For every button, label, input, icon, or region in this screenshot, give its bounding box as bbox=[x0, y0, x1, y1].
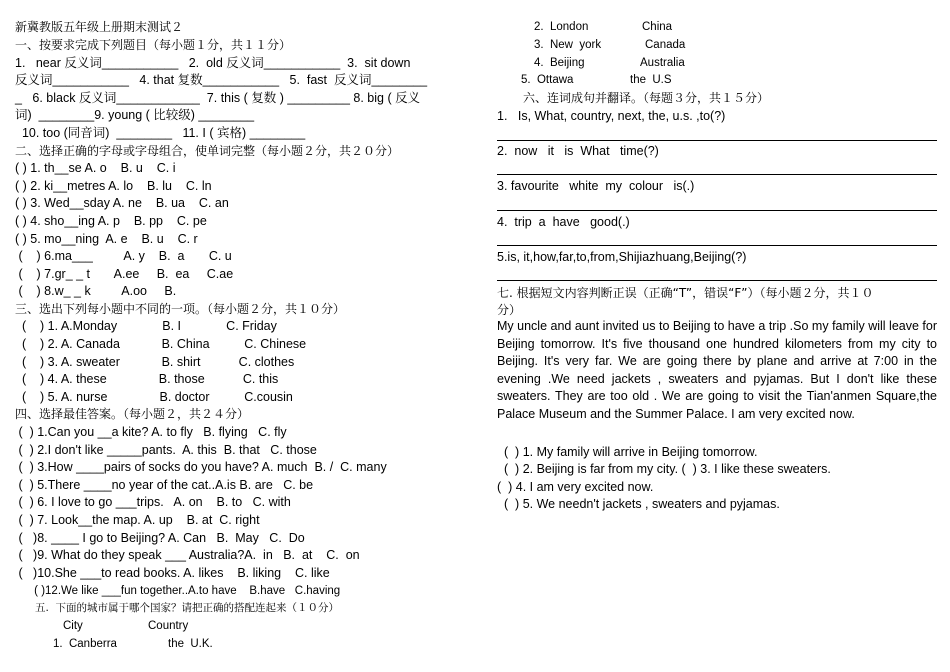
s2-item: ( ) 2. ki__metres A. lo B. lu C. ln bbox=[15, 179, 212, 193]
s1-line-1: 1. near 反义词___________ 2. old 反义词___________ 3. sit down bbox=[15, 56, 411, 70]
s4-item-12: ( )12.We like ___fun together..A.to have B.have C.having bbox=[15, 585, 341, 597]
s4-item: ( ) 7. Look__the map. A. up B. at C. right bbox=[15, 513, 260, 527]
section-5-heading: 五. 下面的城市属于哪个国家？请把正确的搭配连起来（１０分） bbox=[15, 602, 340, 614]
s4-item: ( ) 5.There ____no year of the cat..A.is B. are C. be bbox=[15, 478, 314, 492]
s2-item: ( ) 4. sho__ing A. p B. pp C. pe bbox=[15, 214, 207, 228]
s7-question: ( ) 5. We needn't jackets , sweaters and pyjamas. bbox=[497, 497, 780, 511]
s1-line-5: 10. too (同音词) ________ 11. I ( 宾格) ________ bbox=[15, 126, 306, 140]
s3-item: ( ) 5. A. nurse B. doctor C.cousin bbox=[15, 390, 293, 404]
s6-item: 5.is, it,how,far,to,from,Shijiazhuang,Beijing(?) bbox=[497, 250, 747, 264]
s7-question: ( ) 4. I am very excited now. bbox=[497, 480, 654, 494]
section-4-heading: 四、选择最佳答案。（每小题２，共２４分） bbox=[15, 407, 250, 421]
match-country: China bbox=[642, 21, 673, 33]
s6-item: 3. favourite white my colour is(.) bbox=[497, 179, 695, 193]
match-country: the U.S bbox=[630, 74, 672, 86]
match-city: 1. Canberra bbox=[53, 638, 117, 650]
s3-item: ( ) 4. A. these B. those C. this bbox=[15, 372, 279, 386]
s2-item: ( ) 6.ma___ A. y B. a C. u bbox=[15, 249, 232, 263]
section-7-heading: 七. 根据短文内容判断正误（正确“T”，错误“F”）（每小题２分，共１０ bbox=[497, 286, 874, 300]
match-country: Canada bbox=[645, 39, 686, 51]
s7-question: ( ) 1. My family will arrive in Beijing tomorrow. bbox=[497, 445, 758, 459]
answer-line bbox=[497, 245, 937, 246]
section-1-heading: 一、按要求完成下列题目（每小题１分，共１１分） bbox=[15, 38, 292, 52]
match-city: 2. London bbox=[534, 21, 589, 33]
s2-item: ( ) 3. Wed__sday A. ne B. ua C. an bbox=[15, 196, 229, 210]
s6-item: 4. trip a have good(.) bbox=[497, 215, 630, 229]
answer-line bbox=[497, 210, 937, 211]
s7-question: ( ) 2. Beijing is far from my city. ( ) 3. I like these sweaters. bbox=[497, 462, 831, 476]
section-7-heading-cont: 分） bbox=[497, 303, 522, 317]
reading-passage: My uncle and aunt invited us to Beijing to have a trip .So my family will leave for Beijing tomorrow. It's five thousand one hundred kilometers from my city to Beijing. It's very far. We are going there by plane and arrive at 7:00 in the evening .We need jackets , sweaters and pyjamas. But I don't like these sweaters. They are too old . We are going to visit the Tian'anmen Square,the Palace Museum and the Summer Palace. I am very excited now. bbox=[497, 319, 937, 421]
s3-item: ( ) 1. A.Monday B. I C. Friday bbox=[15, 319, 277, 333]
match-city: 5. Ottawa bbox=[521, 74, 574, 86]
worksheet-title: 新冀教版五年级上册期末测试２ bbox=[15, 20, 184, 34]
answer-line bbox=[497, 140, 937, 141]
section-6-heading: 六、连词成句并翻译。（每题３分，共１５分） bbox=[523, 91, 770, 105]
s6-item: 1. Is, What, country, next, the, u.s. ,to(?) bbox=[497, 109, 726, 123]
city-column-header: City bbox=[63, 620, 83, 632]
section-3-heading: 三、选出下列每小题中不同的一项。（每小题２分，共１０分） bbox=[15, 302, 346, 316]
s6-item: 2. now it is What time(?) bbox=[497, 144, 659, 158]
s4-item: ( )10.She ___to read books. A. likes B. liking C. like bbox=[15, 566, 330, 580]
s2-item: ( ) 7.gr_ _ t A.ee B. ea C.ae bbox=[15, 267, 234, 281]
answer-line bbox=[497, 174, 937, 175]
match-city: 4. Beijing bbox=[534, 57, 585, 69]
s2-item: ( ) 1. th__se A. o B. u C. i bbox=[15, 161, 176, 175]
s4-item: ( )9. What do they speak ___ Australia?A. in B. at C. on bbox=[15, 548, 360, 562]
s2-item: ( ) 8.w_ _ k A.oo B. bbox=[15, 284, 177, 298]
s4-item: ( ) 1.Can you __a kite? A. to fly B. flying C. fly bbox=[15, 425, 287, 439]
section-2-heading: 二、选择正确的字母或字母组合，使单词完整（每小题２分，共２０分） bbox=[15, 144, 400, 158]
s1-line-2: 反义词___________ 4. that 复数___________ 5. fast 反义词________ bbox=[15, 73, 428, 87]
s3-item: ( ) 2. A. Canada B. China C. Chinese bbox=[15, 337, 307, 351]
match-country: Australia bbox=[640, 57, 685, 69]
s2-item: ( ) 5. mo__ning A. e B. u C. r bbox=[15, 232, 198, 246]
s4-item: ( ) 6. I love to go ___trips. A. on B. to C. with bbox=[15, 495, 291, 509]
match-city: 3. New york bbox=[534, 39, 602, 51]
s3-item: ( ) 3. A. sweater B. shirt C. clothes bbox=[15, 355, 295, 369]
s1-line-3: _ 6. black 反义词____________ 7. this ( 复数 ) _________ 8. big ( 反义 bbox=[15, 91, 421, 105]
s1-line-4: 词) ________9. young ( 比较级) ________ bbox=[15, 108, 255, 122]
s4-item: ( ) 3.How ____pairs of socks do you have? A. much B. / C. many bbox=[15, 460, 387, 474]
s4-item: ( )8. ____ I go to Beijing? A. Can B. May C. Do bbox=[15, 531, 305, 545]
country-column-header: Country bbox=[148, 620, 189, 632]
match-country: the U.K. bbox=[168, 638, 213, 650]
s4-item: ( ) 2.I don't like _____pants. A. this B. that C. those bbox=[15, 443, 317, 457]
answer-line bbox=[497, 280, 937, 281]
